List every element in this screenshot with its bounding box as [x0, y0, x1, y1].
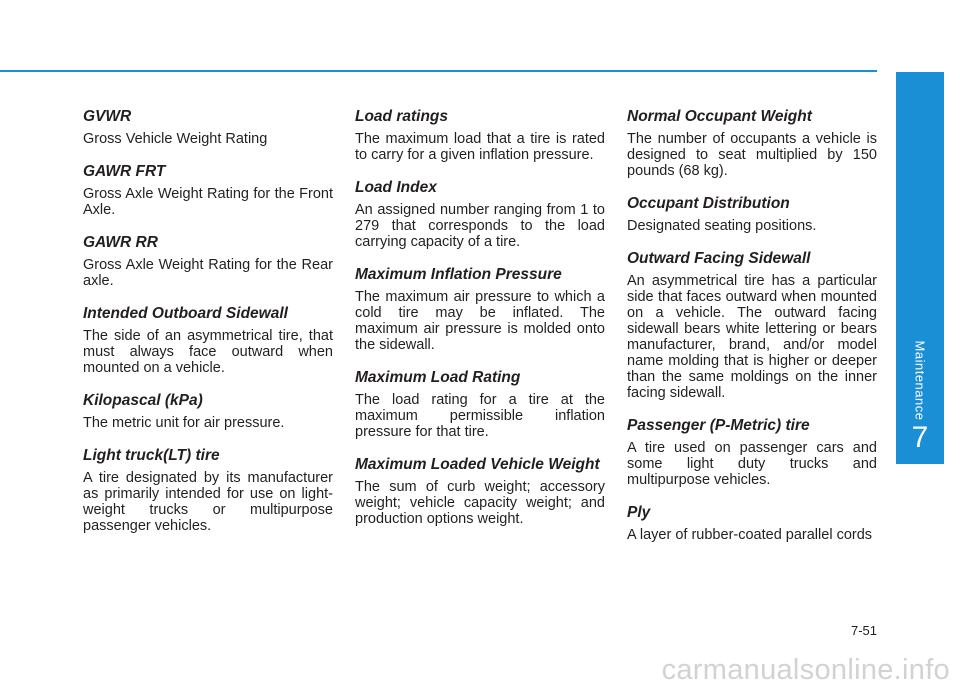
term-title: Outward Facing Sidewall: [627, 250, 811, 267]
term-title: GVWR: [83, 108, 132, 125]
column-2: [355, 108, 605, 543]
glossary-entry: [627, 417, 877, 488]
term-title: Passenger (P-Metric) tire: [627, 417, 810, 434]
term-definition: A tire designated by its manufacturer as primarily intended for use on light-weight trucks or multipurpose passenger vehicles.: [83, 470, 333, 534]
term-title: Maximum Loaded Vehicle Weight: [355, 456, 600, 473]
column-1: [83, 108, 333, 550]
glossary-entry: [355, 266, 605, 353]
chapter-side-label-text: Maintenance: [912, 340, 928, 420]
page-number: 7-51: [850, 623, 877, 638]
term-definition: The metric unit for air pressure.: [83, 415, 285, 431]
term-definition: The sum of curb weight; accessory weight; vehicle capacity weight; and production options weight.: [355, 479, 605, 527]
glossary-entry: [627, 108, 877, 179]
term-definition: Gross Vehicle Weight Rating: [83, 131, 268, 147]
term-title: Ply: [627, 504, 651, 521]
glossary-entry: [355, 108, 605, 163]
glossary-entry: [83, 108, 333, 147]
glossary-entry: [83, 163, 333, 218]
glossary-entry: [627, 504, 877, 543]
glossary-entry: [83, 392, 333, 431]
glossary-entry: [355, 369, 605, 440]
column-3: [627, 108, 877, 559]
header-rule: [0, 70, 877, 72]
term-title: Load Index: [355, 179, 437, 196]
glossary-entry: [83, 447, 333, 534]
term-definition: The number of occupants a vehicle is designed to seat multiplied by 150 pounds (68 kg).: [627, 131, 877, 179]
term-definition: An asymmetrical tire has a particular side that faces outward when mounted on a vehicle. The outward facing sidewall bears white lettering or bears manufacturer, brand, and/or model name molding that is higher or deeper than the same moldings on the inner facing sidewall.: [627, 273, 877, 401]
term-title: Maximum Load Rating: [355, 369, 521, 386]
term-definition: Designated seating positions.: [627, 218, 817, 234]
term-definition: The side of an asymmetrical tire, that must always face outward when mounted on a vehicle.: [83, 328, 333, 376]
term-title: GAWR RR: [83, 234, 158, 251]
term-title: Light truck(LT) tire: [83, 447, 220, 464]
term-definition: Gross Axle Weight Rating for the Front Axle.: [83, 186, 333, 218]
term-definition: The maximum load that a tire is rated to carry for a given inflation pressure.: [355, 131, 605, 163]
glossary-entry: [627, 250, 877, 401]
term-definition: The maximum air pressure to which a cold tire may be inflated. The maximum air pressure is molded onto the sidewall.: [355, 289, 605, 353]
term-title: Maximum Inflation Pressure: [355, 266, 562, 283]
watermark: carmanualsonline.info: [661, 654, 950, 686]
term-title: GAWR FRT: [83, 163, 166, 180]
chapter-number: 7: [911, 421, 929, 454]
glossary-entry: [83, 234, 333, 289]
glossary-entry: [83, 305, 333, 376]
term-title: Normal Occupant Weight: [627, 108, 812, 125]
term-title: Intended Outboard Sidewall: [83, 305, 288, 322]
glossary-entry: [355, 456, 605, 527]
term-definition: The load rating for a tire at the maximum permissible inflation pressure for that tire.: [355, 392, 605, 440]
term-definition: A layer of rubber-coated parallel cords: [627, 527, 873, 543]
term-title: Kilopascal (kPa): [83, 392, 203, 409]
glossary-entry: [627, 195, 877, 234]
glossary-entry: [355, 179, 605, 250]
term-definition: An assigned number ranging from 1 to 279 that corresponds to the load carrying capacity of a tire.: [355, 202, 605, 250]
term-title: Load ratings: [355, 108, 449, 125]
term-definition: Gross Axle Weight Rating for the Rear axle.: [83, 257, 333, 289]
term-definition: A tire used on passenger cars and some light duty trucks and multipurpose vehicles.: [627, 440, 877, 488]
term-title: Occupant Distribution: [627, 195, 790, 212]
